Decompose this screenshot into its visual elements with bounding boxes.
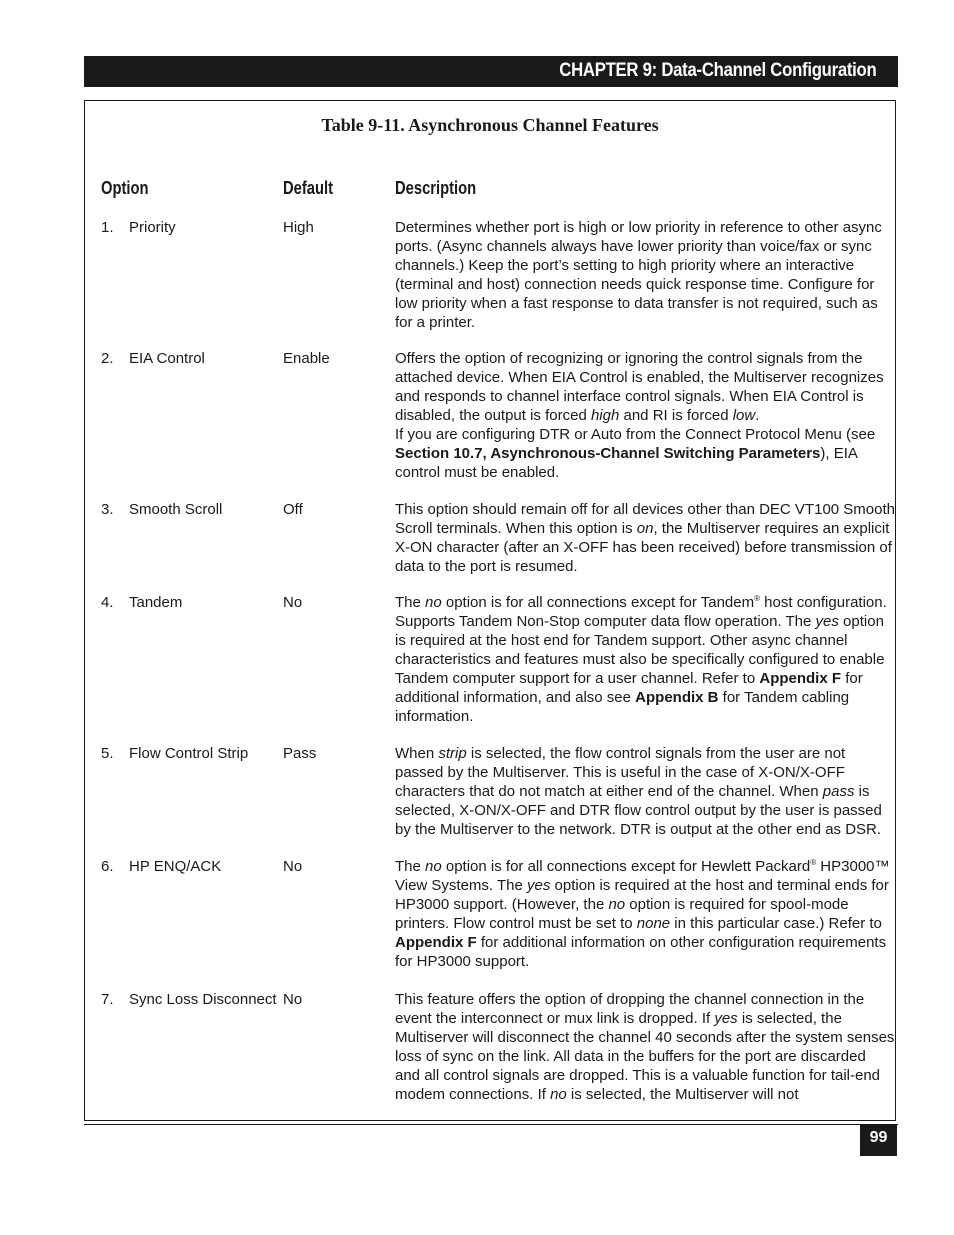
page-number: 99 bbox=[860, 1125, 897, 1156]
table-caption: Table 9-11. Asynchronous Channel Features bbox=[321, 115, 659, 135]
row-description: This feature offers the option of dropping the channel connection in the event the interconnect or mux link is dropped. If yes is selected, the Multiserver will disconnect the channel 40 seconds after the system senses loss of sync on the link. All data in the buffers for the port are discarded and all control signals are dropped. This is a valuable function for tail-end modem connections. If no is selected, the Multiserver will not bbox=[395, 991, 895, 1103]
row-description: The no option is for all connections except for Hewlett Packard® HP3000™ View Systems. The yes option is required at the host and terminal ends for HP3000 support. (However, the no option is required for spool-mode printers. Flow control must be set to none in this particular case.) Refer to Appendix F for additional information on other configuration requirements for HP3000 support. bbox=[395, 858, 890, 970]
footer-rule bbox=[84, 1124, 898, 1125]
row-option: Smooth Scroll bbox=[129, 501, 223, 518]
row-description: The no option is for all connections except for Tandem® host configuration. Supports Tandem Non-Stop computer data flow operation. The yes option is required at the host end for Tandem support. Other async channel characteristics and features must also be specifically configured to enable Tandem computer support for a user channel. Refer to Appendix F for additional information, and also see Appendix B for Tandem cabling information. bbox=[395, 594, 887, 725]
row-number: 5. bbox=[101, 745, 114, 762]
row-option: Priority bbox=[129, 219, 176, 236]
row-default: No bbox=[283, 858, 303, 875]
row-option: Tandem bbox=[129, 594, 183, 611]
chapter-header-bar bbox=[84, 56, 898, 87]
row-number: 6. bbox=[101, 858, 114, 875]
column-header-option: Option bbox=[101, 178, 149, 198]
row-number: 3. bbox=[101, 501, 114, 518]
column-header-description: Description bbox=[395, 178, 477, 198]
row-option: Flow Control Strip bbox=[129, 745, 249, 762]
row-default: Off bbox=[283, 501, 303, 518]
row-description: This option should remain off for all devices other than DEC VT100 Smooth Scroll terminals. When this option is on, the Multiserver requires an explicit X-ON character (after an X-OFF has been received) before transmission of data to the port is resumed. bbox=[395, 501, 895, 575]
row-default: No bbox=[283, 991, 303, 1008]
column-header-default: Default bbox=[283, 178, 334, 198]
row-description: When strip is selected, the flow control signals from the user are not passed by the Multiserver. This is useful in the case of X-ON/X-OFF characters that do not match at either end of the channel. When pass is selected, X-ON/X-OFF and DTR flow control output by the user is passed by the Multiserver to the network. DTR is output at the other end as DSR. bbox=[395, 745, 882, 838]
row-default: High bbox=[283, 219, 314, 236]
row-default: Pass bbox=[283, 745, 317, 762]
row-number: 7. bbox=[101, 991, 114, 1008]
row-option: Sync Loss Disconnect bbox=[129, 991, 277, 1008]
features-table bbox=[84, 100, 896, 1121]
chapter-title: CHAPTER 9: Data-Channel Configuration bbox=[558, 60, 876, 81]
row-default: No bbox=[283, 594, 303, 611]
row-number: 4. bbox=[101, 594, 114, 611]
row-default: Enable bbox=[283, 350, 330, 367]
row-description: Offers the option of recognizing or ignoring the control signals from the attached device. When EIA Control is enabled, the Multiserver recognizes and responds to channel interface control signals. When EIA Control is disabled, the output is forced high and RI is forced low. If you are configuring DTR or Auto from the Connect Protocol Menu (see Section 10.7, Asynchronous-Channel Switching Parameters), EIA control must be enabled. bbox=[395, 350, 884, 481]
row-option: HP ENQ/ACK bbox=[129, 858, 222, 875]
row-number: 1. bbox=[101, 219, 114, 236]
row-option: EIA Control bbox=[129, 350, 205, 367]
row-description: Determines whether port is high or low priority in reference to other async ports. (Async channels always have lower priority than voice/fax or sync channels.) Keep the port’s setting to high priority where an interactive (terminal and host) connection needs quick response time. Configure for low priority when a fast response to data transfer is not required, such as for a printer. bbox=[395, 219, 882, 331]
row-number: 2. bbox=[101, 350, 114, 367]
